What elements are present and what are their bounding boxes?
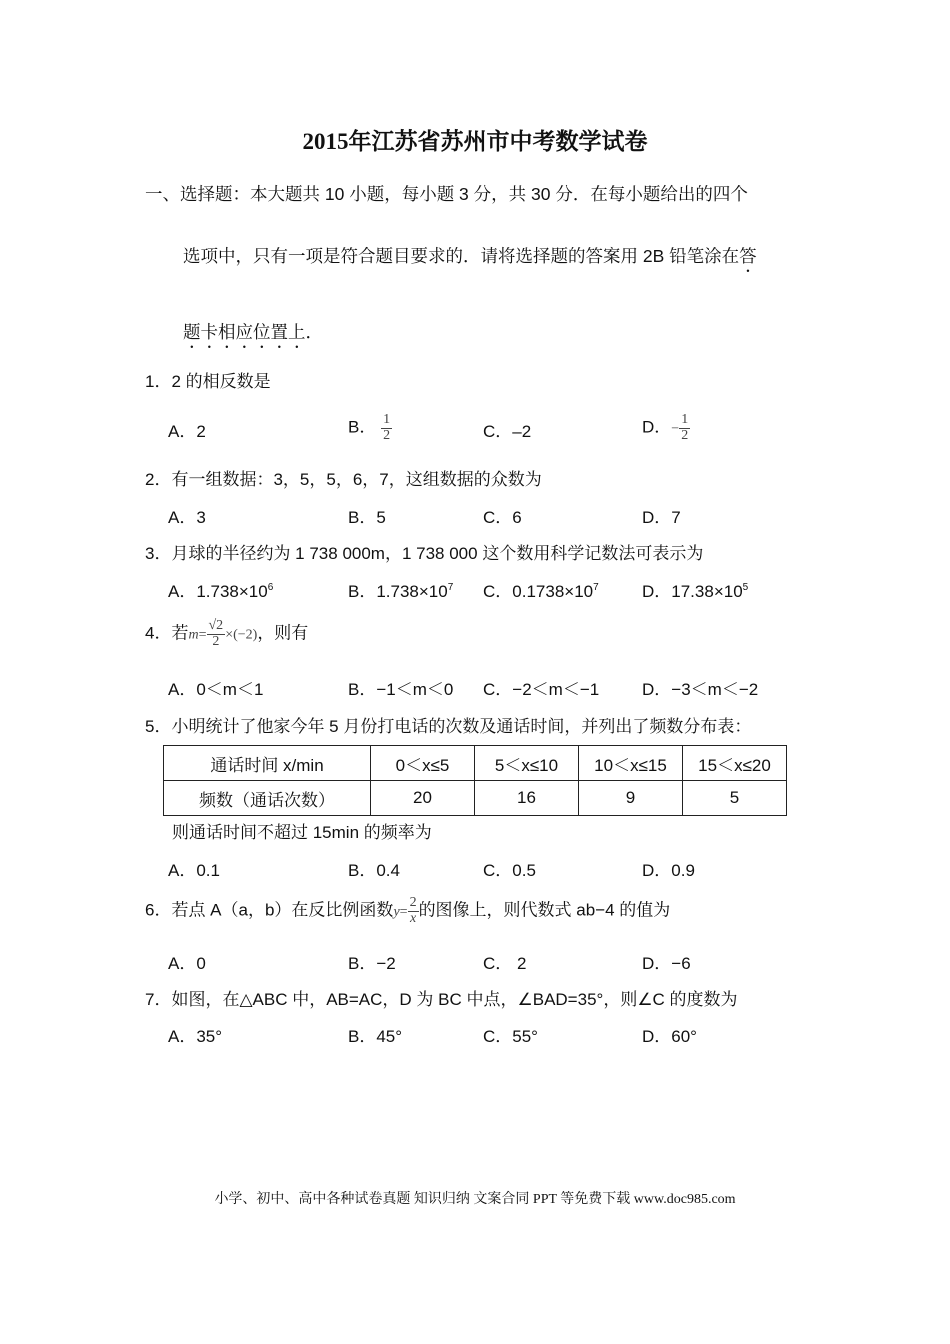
q6-stem	[145, 896, 670, 926]
q5-stem: 5．小明统计了他家今年 5 月份打电话的次数及通话时间，并列出了频数分布表：	[145, 717, 752, 736]
table-cell: 16	[475, 781, 579, 816]
q4-stem-pre: 4．若	[145, 623, 189, 643]
q3-option-d	[642, 583, 748, 600]
table-header-cell: 通话时间 x/min	[164, 746, 371, 781]
q6-numerator: 2	[409, 895, 417, 910]
q6-option-b: B．−2	[348, 954, 396, 973]
q4-m-symbol: m	[188, 627, 199, 643]
q1-d-denominator: 2	[681, 427, 689, 443]
table-cell: 频数（通话次数）	[164, 781, 371, 816]
q3-d-base: D．17.38×10	[642, 582, 743, 601]
q3-d-exponent: 5	[742, 582, 749, 593]
q7-option-c: C．55°	[483, 1027, 538, 1046]
q4-option-c: C．−2＜m＜−1	[483, 680, 600, 699]
table-header-row	[164, 746, 787, 781]
q2-option-a: A．3	[168, 508, 206, 527]
q3-option-b	[348, 583, 453, 600]
q5-option-d: D．0.9	[642, 861, 695, 880]
q2-stem: 2．有一组数据：3，5，5，6，7，这组数据的众数为	[145, 470, 542, 489]
q4-option-a: A．0＜m＜1	[168, 680, 264, 699]
q3-a-exponent: 6	[267, 582, 274, 593]
q1-option-d	[642, 413, 690, 443]
q2-option-d: D．7	[642, 508, 681, 527]
q6-stem-post: 的图像上，则代数式 ab−4 的值为	[418, 900, 671, 920]
q4-fraction	[207, 619, 226, 649]
q1-b-denominator: 2	[383, 427, 391, 443]
page-footer: 小学、初中、高中各种试卷真题 知识归纳 文案合同 PPT 等免费下载 www.doc985.com	[214, 1192, 736, 1207]
section-line2-text: 选项中，只有一项是符合题目要求的．请将选择题的答案用 2B 铅笔涂在	[183, 246, 740, 266]
q6-stem-pre: 6．若点 A（a，b）在反比例函数	[145, 900, 394, 920]
q6-equals: =	[399, 904, 408, 920]
table-row	[164, 781, 787, 816]
q3-a-base: A．1.738×10	[168, 582, 268, 601]
q6-option-c: C． 2	[483, 954, 527, 973]
q4-option-d: D．−3＜m＜−2	[642, 680, 759, 699]
section-line2-emphasis: 答	[739, 246, 757, 266]
table-cell: 5	[683, 781, 787, 816]
exam-title: 2015年江苏省苏州市中考数学试卷	[302, 129, 648, 154]
q6-y-symbol: y	[393, 904, 400, 920]
frequency-table	[163, 745, 787, 816]
q1-b-numerator: 1	[383, 412, 391, 427]
q5-option-a: A．0.1	[168, 861, 220, 880]
table-cell: 20	[371, 781, 475, 816]
q4-denominator: 2	[207, 634, 226, 650]
q1-option-a: A．2	[168, 422, 206, 441]
q1-stem: 1．2 的相反数是	[145, 372, 271, 391]
q5-option-c: C．0.5	[483, 861, 536, 880]
q1-d-sign: −	[671, 421, 680, 437]
table-cell: 9	[579, 781, 683, 816]
q4-times: ×(−2)	[225, 627, 258, 643]
q1-option-c: C．–2	[483, 422, 532, 441]
q6-option-a: A．0	[168, 954, 206, 973]
table-header-cell: 15＜x≤20	[683, 746, 787, 781]
table-header-cell: 0＜x≤5	[371, 746, 475, 781]
table-header-cell: 10＜x≤15	[579, 746, 683, 781]
q6-fraction	[408, 896, 419, 926]
q6-option-d: D．−6	[642, 954, 691, 973]
q1-option-d-fraction	[679, 413, 690, 443]
section-line3-emphasis: 题卡相应位置上	[183, 322, 306, 342]
q1-option-b	[348, 413, 392, 443]
q3-stem: 3．月球的半径约为 1 738 000m，1 738 000 这个数用科学记数法可表示为	[145, 544, 704, 563]
q2-option-c: C．6	[483, 508, 522, 527]
q3-c-exponent: 7	[593, 582, 599, 593]
q4-stem-post: ，则有	[257, 623, 309, 643]
table-header-cell: 5＜x≤10	[475, 746, 579, 781]
q3-b-base: B．1.738×10	[348, 582, 448, 601]
q1-d-numerator: 1	[681, 412, 689, 427]
q5-follow-up: 则通话时间不超过 15min 的频率为	[172, 823, 432, 842]
section-heading-line2	[183, 246, 757, 276]
q4-numerator: √2	[208, 618, 224, 633]
q6-denominator: x	[408, 911, 419, 927]
section-heading-line1: 一、选择题：本大题共 10 小题，每小题 3 分，共 30 分．在每小题给出的四个	[145, 184, 748, 204]
q7-option-a: A．35°	[168, 1027, 223, 1046]
q7-stem: 7．如图，在△ABC 中，AB=AC，D 为 BC 中点，∠BAD=35°，则∠C 的度数为	[145, 990, 738, 1009]
q3-option-a	[168, 583, 273, 600]
q1-option-b-fraction	[381, 413, 392, 443]
q2-option-b: B．5	[348, 508, 386, 527]
q4-option-b: B．−1＜m＜0	[348, 680, 454, 699]
q7-option-d: D．60°	[642, 1027, 697, 1046]
q1-option-b-label: B．	[348, 417, 377, 437]
q7-option-b: B．45°	[348, 1027, 403, 1046]
section-heading-line3	[183, 322, 323, 352]
q4-equals: =	[198, 627, 207, 643]
q1-option-d-label: D．	[642, 417, 672, 437]
q3-b-exponent: 7	[447, 582, 454, 593]
q4-stem	[145, 619, 308, 649]
q5-option-b: B．0.4	[348, 861, 400, 880]
q3-option-c	[483, 583, 599, 600]
q3-c-base: C．0.1738×10	[483, 582, 594, 601]
section-line3-end: ．	[305, 322, 323, 342]
